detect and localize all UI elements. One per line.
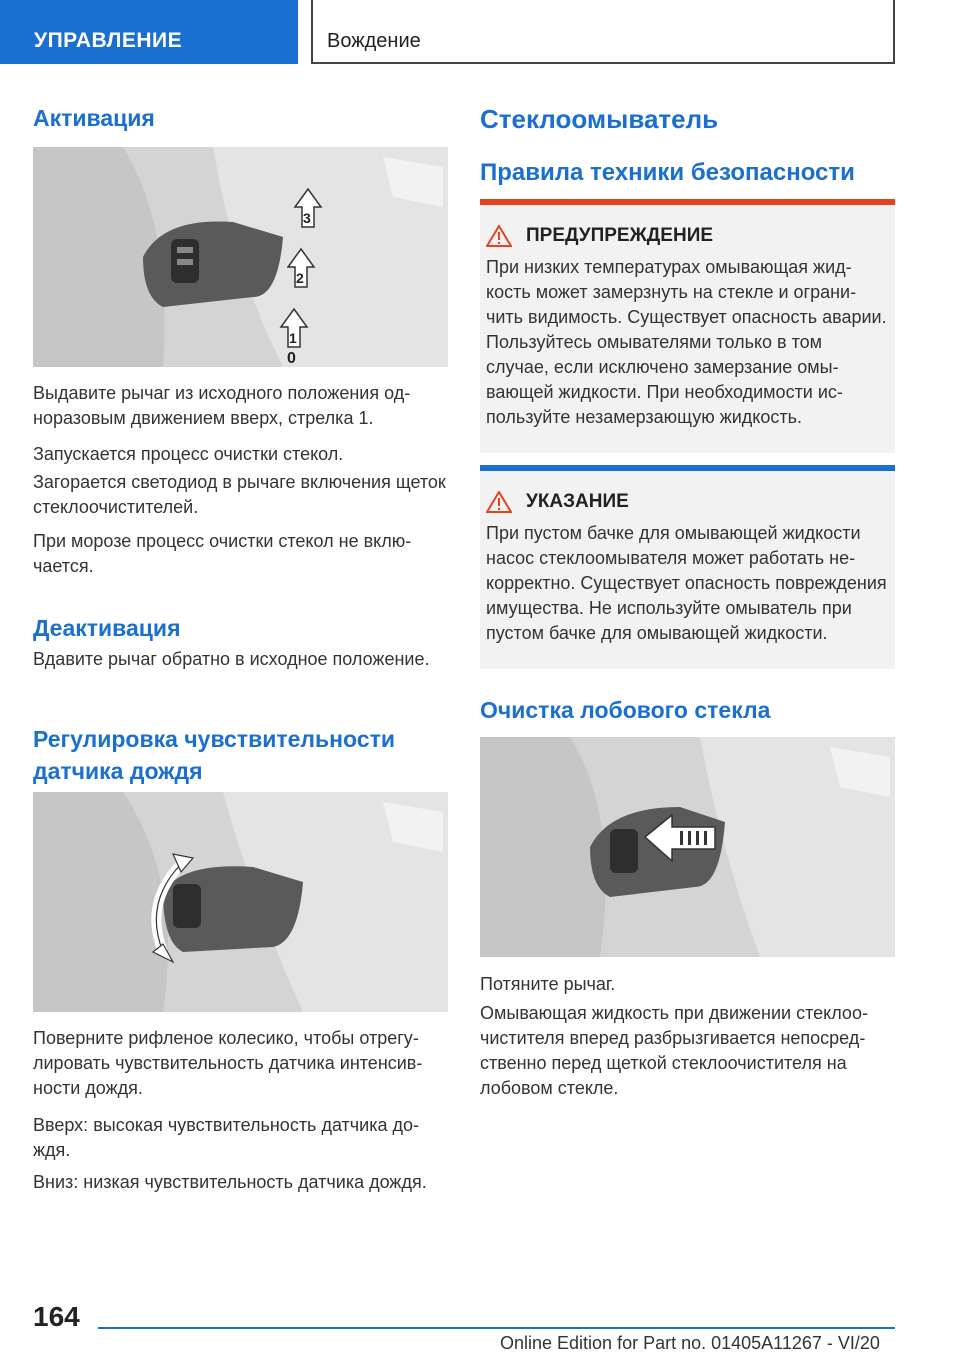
activation-para-2: Запускается процесс очистки стекол. (33, 444, 344, 464)
footer-rule (98, 1327, 895, 1329)
windshield-para-2: Омывающая жидкость при движении стеклоочистителя вперед разбрызгивается непосредственно перед щеткой стеклоочистителя на лобовом стекле. (480, 1003, 868, 1098)
activation-para-4: При морозе процесс очистки стекол не включается. (33, 531, 412, 576)
warning-box (480, 205, 895, 453)
activation-figure (33, 147, 448, 367)
activation-heading: Активация (33, 105, 155, 131)
warning-title: ПРЕДУПРЕЖДЕНИЕ (526, 225, 714, 246)
notice-triangle-icon (486, 491, 512, 513)
windshield-figure (480, 737, 895, 957)
footer-edition: Online Edition for Part no. 01405A11267 - VI/20 (500, 1333, 880, 1353)
sensitivity-para-1: Поверните рифленое колесико, чтобы отрегулировать чувствительность датчика интенсивности дождя. (33, 1028, 423, 1098)
arrow-label-1: 1 (289, 330, 297, 346)
notice-text: При пустом бачке для омывающей жидкости насос стеклоомывателя может работать некорректно. Существует опасность повреждения имущества. Не используйте омыватель при пустом бачке для омывающей жидкости. (486, 523, 887, 643)
arrow-label-3: 3 (303, 210, 311, 226)
wiper-lever-up-illustration (33, 147, 448, 367)
activation-para-1: Выдавите рычаг из исходного положения одноразовым движением вверх, стрелка 1. (33, 383, 411, 428)
wiper-lever-pull-illustration (480, 737, 895, 957)
windshield-para-1: Потяните рычаг. (480, 974, 616, 994)
sensitivity-para-3: Вниз: низкая чувствительность датчика дождя. (33, 1172, 427, 1192)
warning-title-row (486, 225, 887, 247)
notice-title: УКАЗАНИЕ (526, 491, 629, 512)
sensitivity-para-2: Вверх: высокая чувствительность датчика дождя. (33, 1115, 420, 1160)
subsection-header: Вождение (311, 0, 895, 64)
safety-heading: Правила техники безопасности (480, 159, 855, 186)
rain-sensor-wheel-illustration (33, 792, 448, 1012)
deactivation-para-1: Вдавите рычаг обратно в исходное положение. (33, 649, 430, 669)
warning-triangle-icon (486, 225, 512, 247)
sensitivity-figure (33, 792, 448, 1012)
arrow-label-2: 2 (296, 270, 304, 286)
arrow-label-0: 0 (287, 350, 296, 367)
deactivation-heading: Деактивация (33, 615, 181, 641)
notice-title-row (486, 491, 887, 513)
washer-heading: Стеклоомыватель (480, 104, 719, 134)
page-number: 164 (33, 1301, 80, 1332)
windshield-heading: Очистка лобового стекла (480, 697, 771, 723)
notice-box (480, 471, 895, 669)
section-tab: УПРАВЛЕНИЕ (0, 0, 298, 64)
sensitivity-heading: Регулировка чувствительности датчика дождя (33, 726, 395, 784)
warning-text: При низких температурах омывающая жидкость может замерзнуть на стекле и ограничить видимость. Существует опасность аварии. Пользуйтесь омывателями только в том случае, если исключено замерзание омывающей жидкости. При необходимости используйте незамерзающую жидкость. (486, 257, 887, 427)
activation-para-3: Загорается светодиод в рычаге включения щеток стеклоочистителей. (33, 472, 446, 517)
